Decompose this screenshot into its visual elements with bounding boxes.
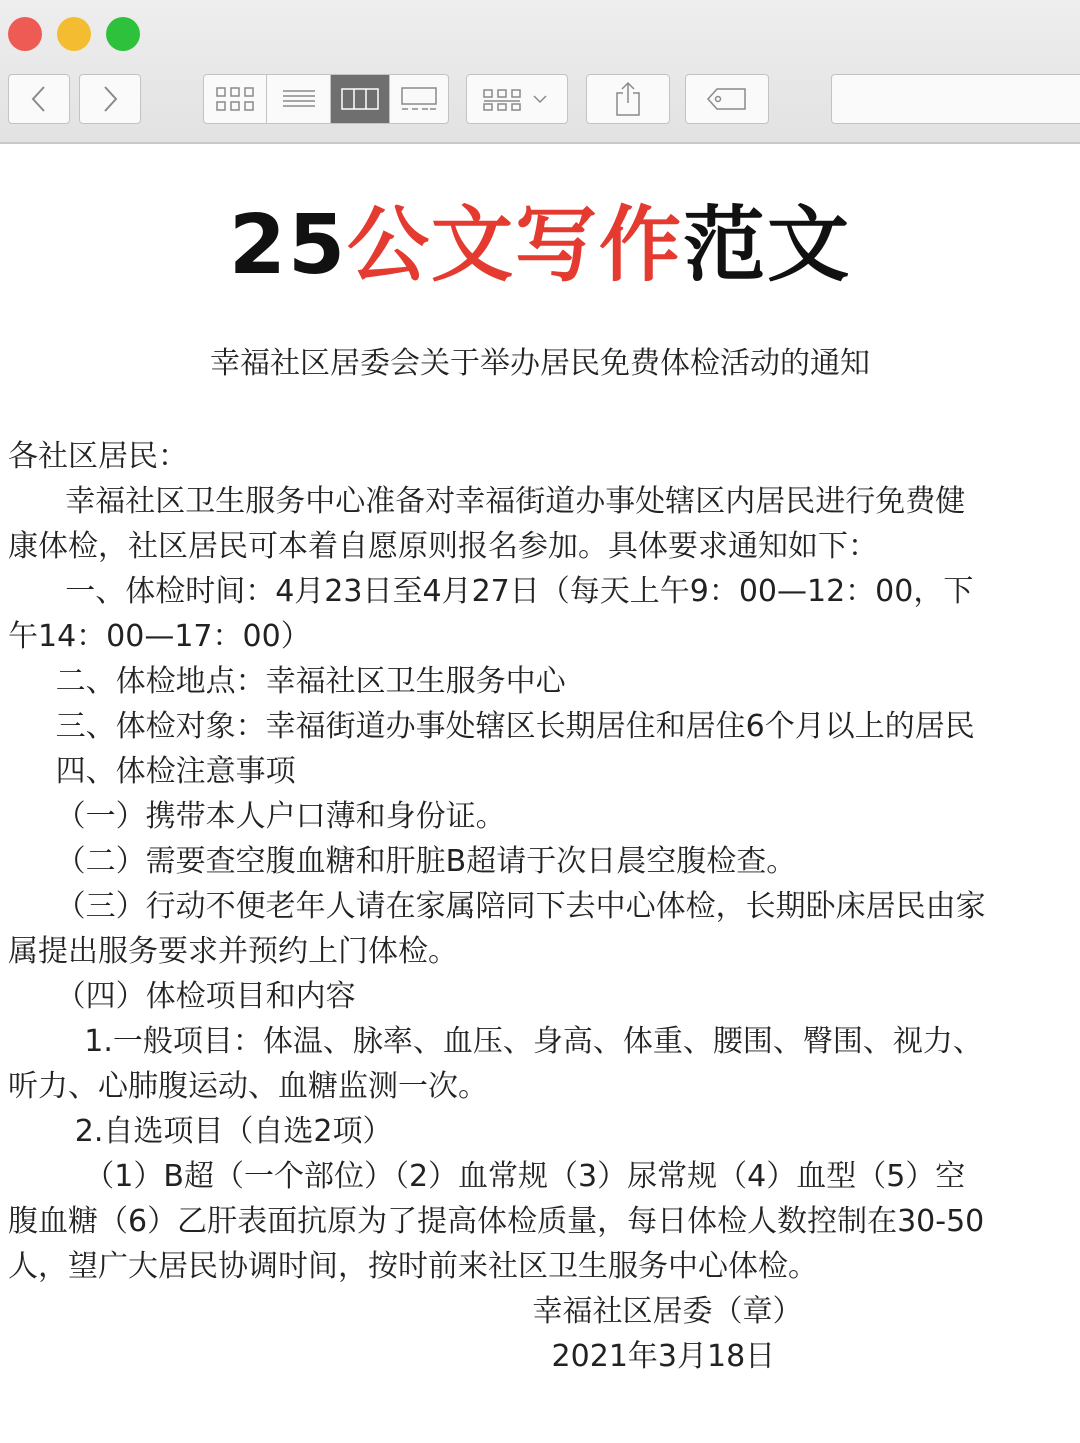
tag-icon	[705, 85, 749, 113]
title-highlight: 公文写作	[347, 198, 684, 293]
body-line: （1）B超（一个部位）（2）血常规（3）尿常规（4）血型（5）空	[8, 1159, 966, 1194]
body-line: 属提出服务要求并预约上门体检。	[8, 934, 458, 969]
group-by-button[interactable]	[466, 74, 568, 124]
chevron-right-icon	[100, 84, 120, 114]
column-view-button[interactable]	[331, 75, 391, 123]
search-field[interactable]	[831, 74, 1080, 124]
body-line: 二、体检地点：幸福社区卫生服务中心	[8, 664, 566, 699]
page-title	[0, 196, 1080, 296]
body-line: （一）携带本人户口薄和身份证。	[8, 799, 506, 834]
icon-view-button[interactable]	[204, 75, 267, 123]
zoom-window-button[interactable]	[106, 17, 140, 51]
body-line: 午14：00—17：00）	[8, 619, 311, 654]
body-line: （四）体检项目和内容	[8, 979, 356, 1014]
body-line: 三、体检对象：幸福街道办事处辖区长期居住和居住6个月以上的居民	[8, 709, 975, 744]
date-line: 2021年3月18日	[8, 1339, 776, 1374]
chevron-left-icon	[29, 84, 49, 114]
signature-line: 幸福社区居委（章）	[8, 1294, 803, 1329]
share-icon	[612, 81, 644, 117]
body-line: （二）需要查空腹血糖和肝脏B超请于次日晨空腹检查。	[8, 844, 797, 879]
greeting-line: 各社区居民：	[8, 439, 188, 474]
search-input[interactable]	[844, 78, 1080, 120]
body-line: 一、体检时间：4月23日至4月27日（每天上午9：00—12：00，下	[8, 574, 974, 609]
gallery-view-icon	[399, 85, 439, 113]
body-line: 2.自选项目（自选2项）	[8, 1114, 393, 1149]
close-window-button[interactable]	[8, 17, 42, 51]
list-view-button[interactable]	[267, 75, 330, 123]
view-mode-control	[203, 74, 449, 124]
body-line: 康体检，社区居民可本着自愿原则报名参加。具体要求通知如下：	[8, 529, 878, 564]
icon-view-icon	[215, 85, 255, 113]
forward-button[interactable]	[79, 74, 141, 124]
body-line: （三）行动不便老年人请在家属陪同下去中心体检，长期卧床居民由家	[8, 889, 986, 924]
gallery-view-button[interactable]	[390, 75, 448, 123]
body-line: 1.一般项目：体温、脉率、血压、身高、体重、腰围、臀围、视力、	[8, 1024, 983, 1059]
notice-heading: 幸福社区居委会关于举办居民免费体检活动的通知	[210, 346, 870, 381]
body-line: 腹血糖（6）乙肝表面抗原为了提高体检质量，每日体检人数控制在30-50	[8, 1204, 985, 1239]
body-line: 听力、心肺腹运动、血糖监测一次。	[8, 1069, 488, 1104]
share-button[interactable]	[586, 74, 670, 124]
body-line: 幸福社区卫生服务中心准备对幸福街道办事处辖区内居民进行免费健	[8, 484, 966, 519]
column-view-icon	[340, 85, 380, 113]
list-view-icon	[281, 85, 317, 113]
group-by-icon	[482, 85, 552, 113]
minimize-window-button[interactable]	[57, 17, 91, 51]
tag-button[interactable]	[685, 74, 769, 124]
body-line: 人，望广大居民协调时间，按时前来社区卫生服务中心体检。	[8, 1249, 818, 1284]
window-toolbar	[0, 0, 1080, 144]
title-number: 25	[228, 198, 348, 293]
body-line: 四、体检注意事项	[8, 754, 296, 789]
title-suffix: 范文	[683, 198, 852, 293]
document-area	[0, 144, 1080, 1443]
back-button[interactable]	[8, 74, 70, 124]
